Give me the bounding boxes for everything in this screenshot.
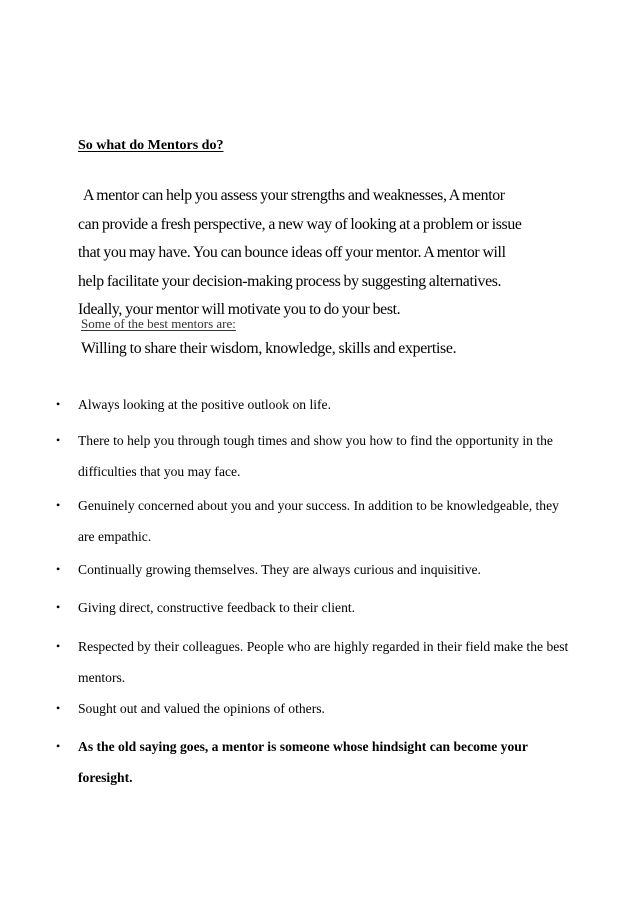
bullet-text: Always looking at the positive outlook on life. [78, 397, 331, 412]
bullet-text: Continually growing themselves. They are always curious and inquisitive. [78, 562, 481, 577]
bullet-text: As the old saying goes, a mentor is someone whose hindsight can become your foresight. [78, 739, 528, 785]
intro-line: that you may have. You can bounce ideas off your mentor. A mentor will [78, 244, 506, 261]
bullet-icon: • [56, 639, 61, 653]
bullet-icon: • [56, 739, 61, 753]
intro-line: can provide a fresh perspective, a new way of looking at a problem or issue [78, 215, 522, 233]
bullet-text: Respected by their colleagues. People who are highly regarded in their field make the best mentors. [78, 639, 569, 685]
bullet-icon: • [56, 433, 61, 447]
bullet-icon: • [56, 701, 61, 715]
bullet-icon: • [56, 562, 61, 576]
bullet-icon: • [56, 498, 61, 512]
subheading: Some of the best mentors are: [81, 316, 236, 331]
bullet-text: There to help you through tough times and show you how to find the opportunity in the difficulties that you may face. [78, 433, 553, 479]
bullet-text: Genuinely concerned about you and your success. In addition to be knowledgeable, they are empathic. [78, 498, 559, 544]
intro-line: Ideally, your mentor will motivate you to do your best. [78, 301, 401, 318]
section-heading: So what do Mentors do? [78, 138, 224, 153]
willing-line: Willing to share their wisdom, knowledge, skills and expertise. [81, 340, 457, 357]
intro-paragraph [78, 182, 578, 325]
intro-line: help facilitate your decision-making process by suggesting alternatives. [78, 272, 502, 290]
bullet-text: Sought out and valued the opinions of others. [78, 701, 325, 716]
bullet-icon: • [56, 397, 61, 411]
intro-line: A mentor can help you assess your strengths and weaknesses, A mentor [83, 187, 505, 204]
bullet-icon: • [56, 600, 61, 614]
bullet-text: Giving direct, constructive feedback to their client. [78, 600, 356, 615]
